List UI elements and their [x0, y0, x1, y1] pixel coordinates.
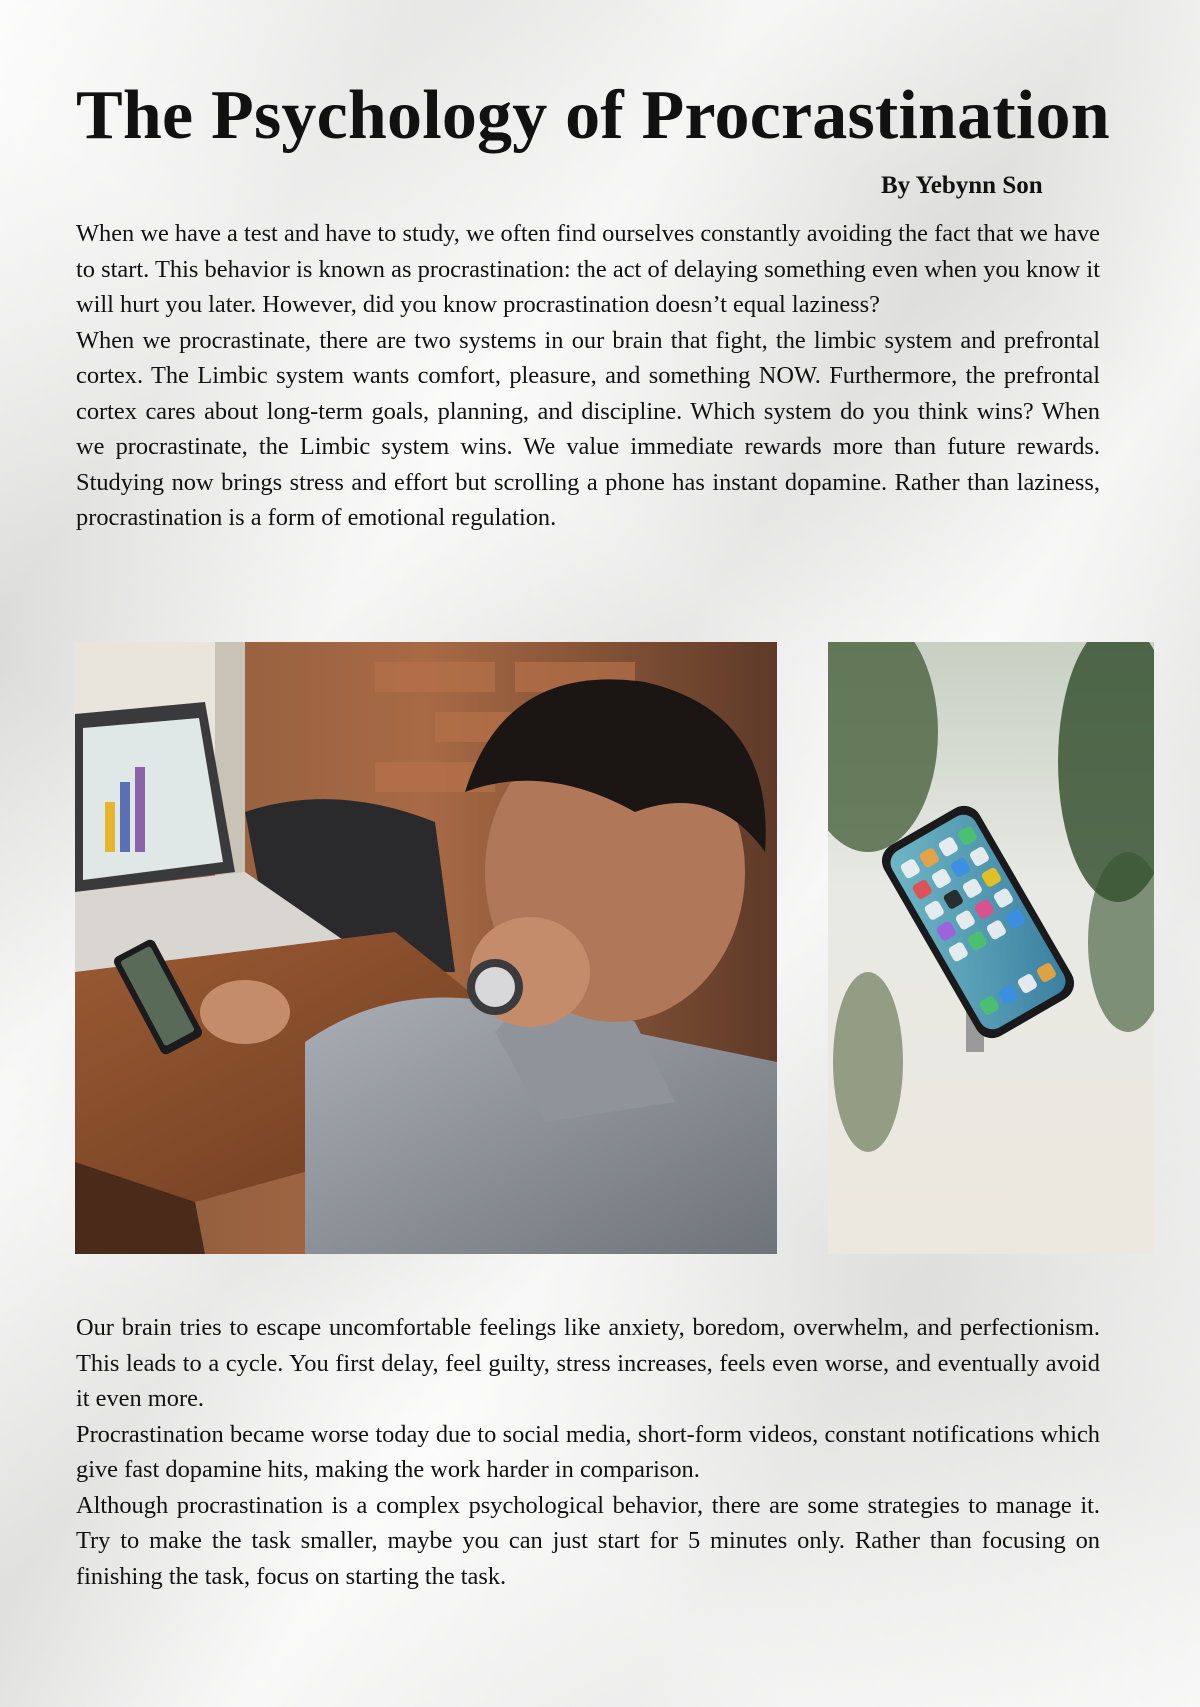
- paragraph: Procrastination became worse today due to social media, short-form videos, constant notifications which give fast dopamine hits, making the work harder in comparison.: [76, 1420, 1100, 1483]
- man-using-phone-photo: [75, 642, 777, 1254]
- smartphone-photo: [828, 642, 1154, 1254]
- intro-text: [76, 216, 1100, 536]
- closing-text: [76, 1310, 1100, 1594]
- paragraph: Our brain tries to escape uncomfortable feelings like anxiety, boredom, overwhelm, and perfectionism. This leads to a cycle. You first delay, feel guilty, stress increases, feels even worse, and eventually avoid it even more.: [76, 1314, 1100, 1412]
- author-byline: By Yebynn Son: [881, 172, 1043, 199]
- paragraph: When we procrastinate, there are two systems in our brain that fight, the limbic system and prefrontal cortex. The Limbic system wants comfort, pleasure, and something NOW. Furthermore, the prefrontal cortex cares about long-term goals, planning, and discipline. Which system do you think wins? When we procrastinate, the Limbic system wins. We value immediate rewards more than future rewards. Studying now brings stress and effort but scrolling a phone has instant dopamine. Rather than laziness, procrastination is a form of emotional regulation.: [76, 326, 1100, 531]
- paragraph: Although procrastination is a complex psychological behavior, there are some strategies to manage it. Try to make the task smaller, maybe you can just start for 5 minutes only. Rather than focusing on finishing the task, focus on starting the task.: [76, 1491, 1100, 1590]
- article-title: The Psychology of Procrastination: [76, 77, 1110, 154]
- paragraph: When we have a test and have to study, we often find ourselves constantly avoiding the fact that we have to start. This behavior is known as procrastination: the act of delaying something even when you know it will hurt you later. However, did you know procrastination doesn’t equal laziness?: [76, 220, 1100, 318]
